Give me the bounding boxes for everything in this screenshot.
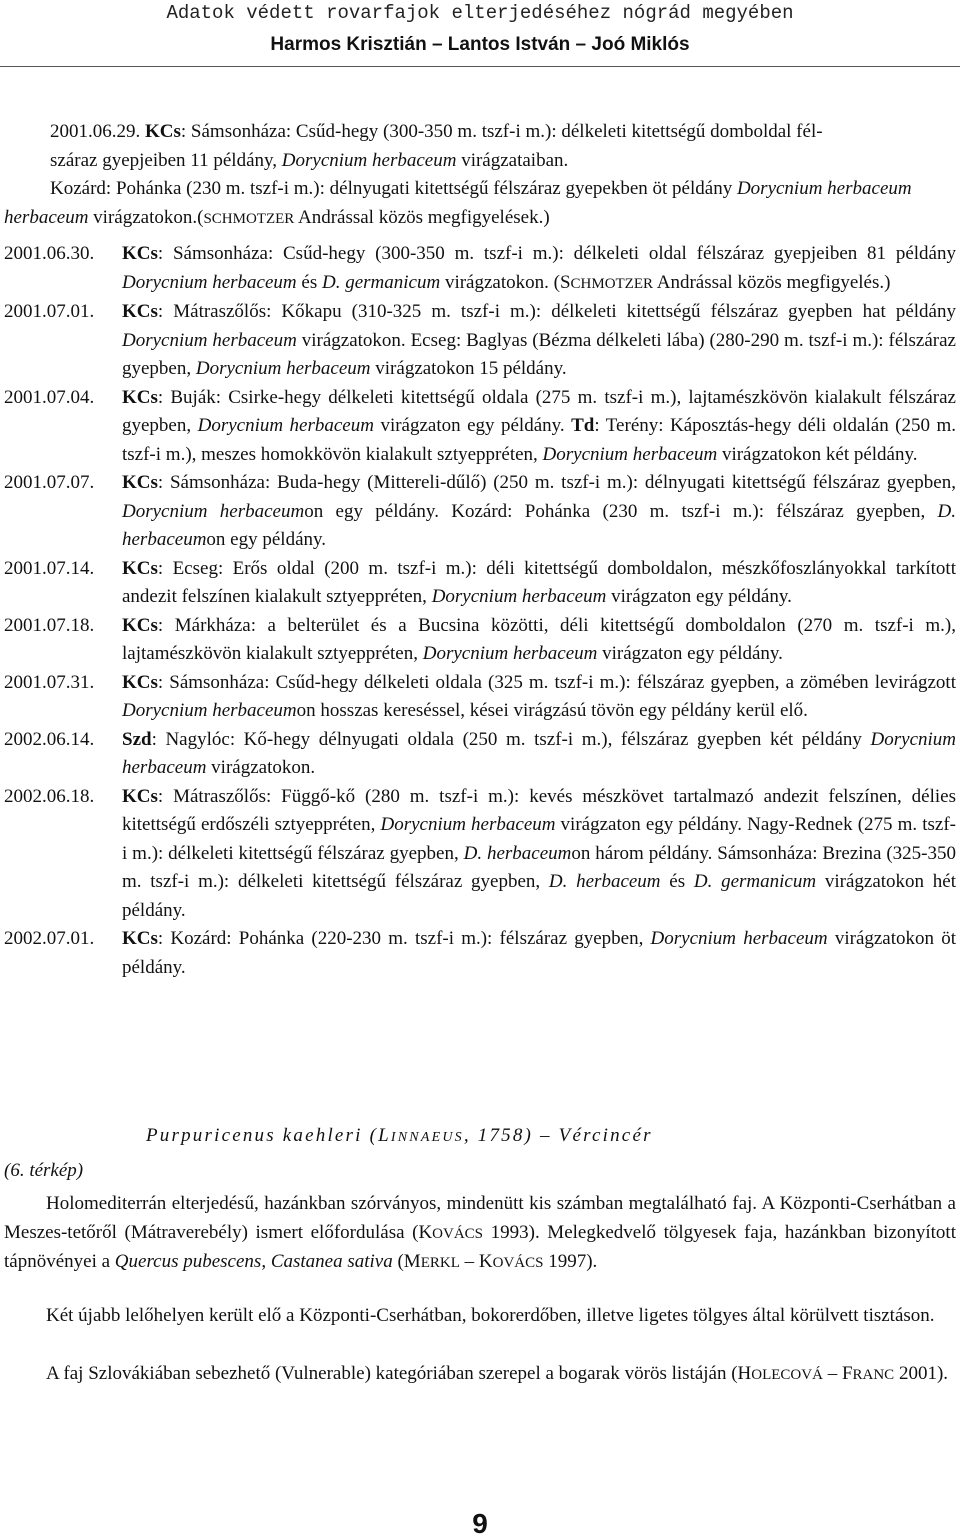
record-entry bbox=[4, 384, 956, 470]
map-reference: (6. térkép) bbox=[4, 1160, 84, 1181]
record-date: 2001.06.30. bbox=[4, 243, 95, 264]
record-text: KCs: Ecseg: Erős oldal (200 m. tszf-i m.): déli kitettségű domboldalon, mészkőfoszlányokkal tarkított andezit felszínen kialakult sztyeppréten, Dorycnium herbaceum virágzaton egy példány. bbox=[122, 557, 956, 607]
record-text: KCs: Sámsonháza: Buda-hegy (Mittereli-dűlő) (250 m. tszf-i m.): délnyugati kitettségű félszáraz gyepben, Dorycnium herbaceumon egy példány. Kozárd: Pohánka (230 m. tszf-i m.): félszáraz gyepben, D. herbaceumon egy példány. bbox=[122, 472, 956, 550]
record-entry bbox=[4, 240, 956, 298]
paragraph-3: A faj Szlovákiában sebezhető (Vulnerable) kategóriában szerepel a bogarak vörös listáján (HOLECOVÁ – FRANC 2001). bbox=[46, 1363, 949, 1384]
record-entry bbox=[4, 783, 956, 926]
paragraph-2: Két újabb lelőhelyen került elő a Központi-Cserhátban, bokorerdőben, illetve ligetes tölgyes által körülvett tisztáson. bbox=[46, 1305, 935, 1326]
record-text: KCs: Sámsonháza: Csűd-hegy délkeleti oldala (325 m. tszf-i m.): félszáraz gyepben, a zömében levirágzott Dorycnium herbaceumon hosszas kereséssel, kései virágzású tövön egy példány kerül elő. bbox=[122, 671, 956, 721]
record-text: KCs: Márkháza: a belterület és a Bucsina közötti, déli kitettségű domboldalon (270 m. tszf-i m.), lajtamészkövön kialakult sztyeppréten, Dorycnium herbaceum virágzaton egy példány. bbox=[122, 614, 956, 664]
page-number: 9 bbox=[472, 1508, 488, 1539]
record-date: 2002.06.14. bbox=[4, 728, 95, 750]
record-text: KCs: Sámsonháza: Csűd-hegy (300-350 m. tszf-i m.): délkeleti oldal félszáraz gyepjeiben 81 példány Dorycnium herbaceum és D. germanicum virágzatokon. (SCHMOTZER Andrással közös megfigyelés.) bbox=[122, 243, 956, 293]
record-date: 2001.07.07. bbox=[4, 472, 95, 493]
records-list bbox=[0, 240, 956, 982]
record-entry bbox=[4, 469, 956, 555]
running-authors: Harmos Krisztián – Lantos István – Joó Miklós bbox=[270, 34, 690, 55]
record-date: 2001.07.18. bbox=[4, 614, 95, 636]
record-entry bbox=[4, 726, 956, 783]
record-entry bbox=[4, 669, 956, 726]
record-entry bbox=[4, 298, 956, 384]
record-entry bbox=[4, 925, 956, 982]
record-2001-06-29: 2001.06.29. KCs: Sámsonháza: Csűd-hegy (300-350 m. tszf-i m.): délkeleti kitettségű domboldal fél- száraz gyepjeiben 11 példány, Dorycnium herbaceum virágzataiban. Kozárd: Pohánka (230 m. tszf-i m.): délnyugati kitettségű félszáraz gyepekben öt példány Dorycnium herbaceum herbaceum virágzatokon.(SCHMOTZER Andrással közös megfigyelések.) bbox=[4, 121, 912, 228]
species-heading: Purpuricenus kaehleri (LINNAEUS, 1758) – Vércincér bbox=[146, 1125, 653, 1146]
record-date: 2001.07.01. bbox=[4, 301, 95, 322]
paragraph-1: Holomediterrán elterjedésű, hazánkban szórványos, mindenütt kis számban megtalálható faj. A Központi-Cserhátban a Meszes-tetőről (Mátraverebély) ismert előfordulása (KOVÁCS 1993). Melegkedvelő tölgyesek faja, hazánkban bizonyított tápnövényei a Quercus pubescens, Castanea sativa (MERKL – KOVÁCS 1997). bbox=[4, 1193, 956, 1272]
record-text: KCs: Mátraszőlős: Függő-kő (280 m. tszf-i m.): kevés mészkövet tartalmazó andezit felszínen, délies kitettségű erdőszéli sztyeppréten, Dorycnium herbaceum virágzaton egy példány. Nagy-Rednek (275 m. tszf-i m.): délkeleti kitettségű félszáraz gyepben, D. herbaceumon három példány. Sámsonháza: Brezina (325-350 m. tszf-i m.): délkeleti kitettségű félszáraz gyepben, D. herbaceum és D. germanicum virágzatokon hét példány. bbox=[122, 785, 957, 921]
record-date: 2001.07.31. bbox=[4, 671, 95, 693]
record-text: KCs: Kozárd: Pohánka (220-230 m. tszf-i m.): félszáraz gyepben, Dorycnium herbaceum virágzatokon öt példány. bbox=[122, 928, 956, 978]
record-text: Szd: Nagylóc: Kő-hegy délnyugati oldala (250 m. tszf-i m.), félszáraz gyepben két példány Dorycnium herbaceum virágzatokon. bbox=[122, 728, 956, 778]
record-date: 2001.07.14. bbox=[4, 557, 95, 579]
record-entry bbox=[4, 555, 956, 612]
record-text: KCs: Mátraszőlős: Kőkapu (310-325 m. tszf-i m.): délkeleti kitettségű félszáraz gyepben hat példány Dorycnium herbaceum virágzatokon. Ecseg: Baglyas (Bézma délkeleti lába) (280-290 m. tszf-i m.): félszáraz gyepben, Dorycnium herbaceum virágzatokon 15 példány. bbox=[122, 301, 956, 379]
record-date: 2002.06.18. bbox=[4, 785, 95, 807]
record-entry bbox=[4, 612, 956, 669]
running-title: Adatok védett rovarfajok elterjedéséhez nógrád megyében bbox=[166, 2, 794, 24]
record-date: 2001.07.04. bbox=[4, 386, 95, 408]
header-divider bbox=[0, 66, 960, 67]
record-text: KCs: Buják: Csirke-hegy délkeleti kitettségű oldala (275 m. tszf-i m.), lajtamészkövön kialakult félszáraz gyepben, Dorycnium herbaceum virágzaton egy példány. Td: Terény: Káposztás-hegy déli oldalán (250 m. tszf-i m.), meszes homokkövön kialakult sztyeppréten, Dorycnium herbaceum virágzatokon két példány. bbox=[122, 386, 956, 465]
record-date: 2002.07.01. bbox=[4, 928, 95, 949]
